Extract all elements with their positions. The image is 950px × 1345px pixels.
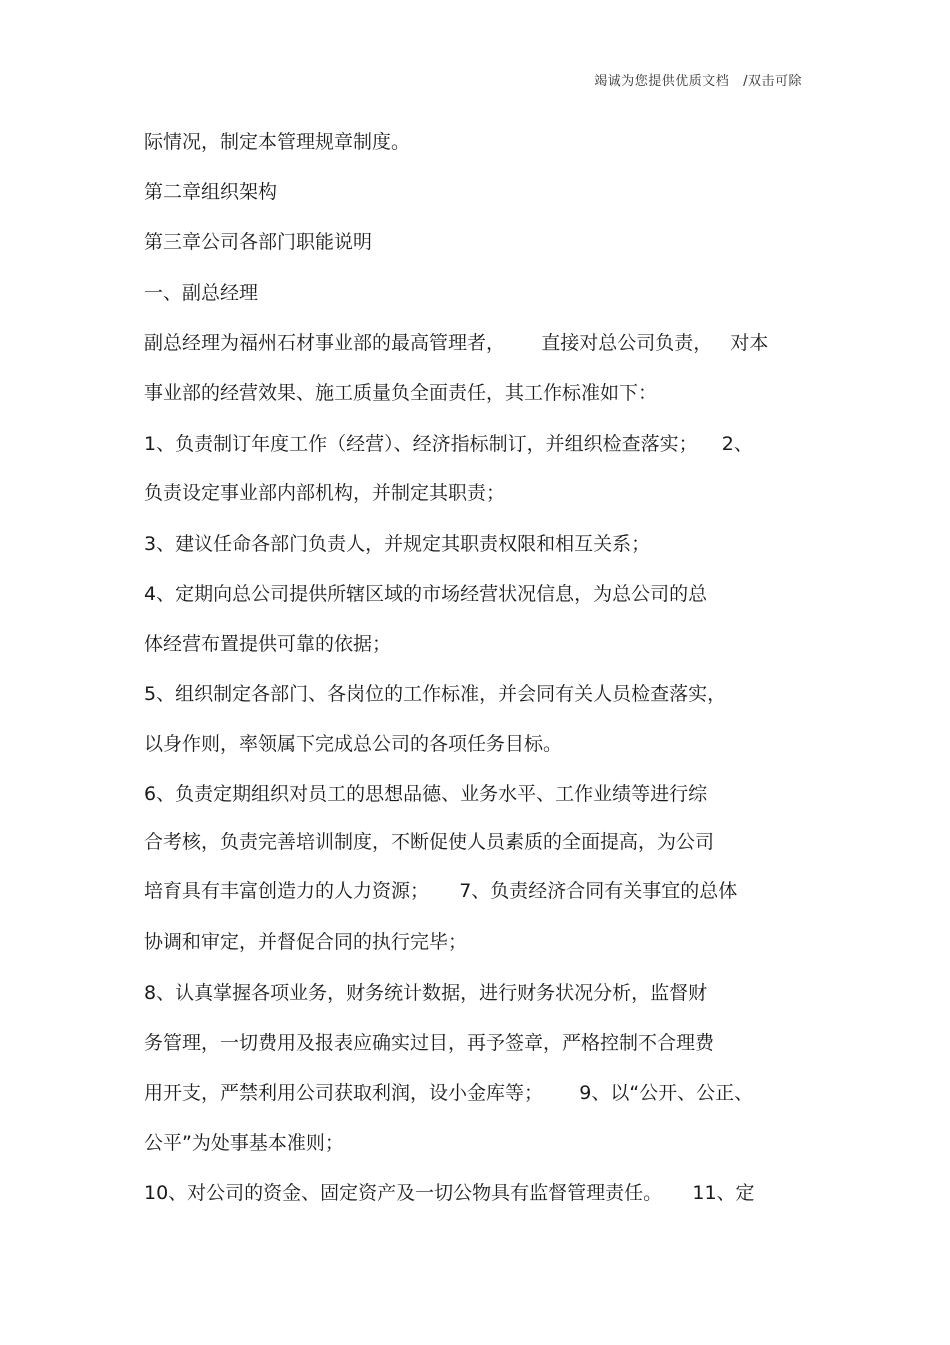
text-line-12: 5、组织制定各部门、各岗位的工作标准，并会同有关人员检查落实， (144, 683, 727, 705)
text-line-1: 际情况，制定本管理规章制度。 (144, 131, 411, 153)
text-line-8: 负责设定事业部内部机构，并制定其职责； (144, 482, 506, 504)
text-line-14: 6、负责定期组织对员工的思想品德、业务水平、工作业绩等进行综 (144, 783, 708, 805)
text-line-10: 4、定期向总公司提供所辖区域的市场经营状况信息，为总公司的总 (144, 583, 708, 605)
text-line-19: 务管理，一切费用及报表应确实过目，再予签章，严格控制不合理费 (144, 1032, 715, 1054)
text-line-22: 10、对公司的资金、固定资产及一切公物具有监督管理责任。 11、定 (144, 1182, 755, 1204)
text-line-2: 第二章组织架构 (144, 181, 278, 203)
text-line-9: 3、建议任命各部门负责人，并规定其职责权限和相互关系； (144, 533, 651, 555)
text-line-16: 培育具有丰富创造力的人力资源； 7、负责经济合同有关事宜的总体 (144, 880, 738, 902)
text-line-4: 一、副总经理 (144, 282, 259, 304)
text-line-17: 协调和审定，并督促合同的执行完毕； (144, 931, 468, 953)
text-line-5: 副总经理为福州石材事业部的最高管理者， 直接对总公司负责， 对本 (144, 332, 769, 354)
text-line-15: 合考核，负责完善培训制度，不断促使人员素质的全面提高，为公司 (144, 831, 715, 853)
text-line-20: 用开支，严禁利用公司获取利润，设小金库等； 9、以“公开、公正、 (144, 1082, 754, 1104)
text-line-7: 1、负责制订年度工作（经营）、经济指标制订，并组织检查落实； 2、 (144, 433, 753, 455)
text-line-21: 公平”为处事基本准则； (144, 1132, 344, 1154)
header-note: 竭诚为您提供优质文档 /双击可除 (594, 74, 802, 89)
text-line-3: 第三章公司各部门职能说明 (144, 231, 373, 253)
text-line-6: 事业部的经营效果、施工质量负全面责任，其工作标准如下： (144, 382, 658, 404)
text-line-13: 以身作则，率领属下完成总公司的各项任务目标。 (144, 733, 563, 755)
text-line-18: 8、认真掌握各项业务，财务统计数据，进行财务状况分析，监督财 (144, 982, 708, 1004)
text-line-11: 体经营布置提供可靠的依据； (144, 633, 392, 655)
